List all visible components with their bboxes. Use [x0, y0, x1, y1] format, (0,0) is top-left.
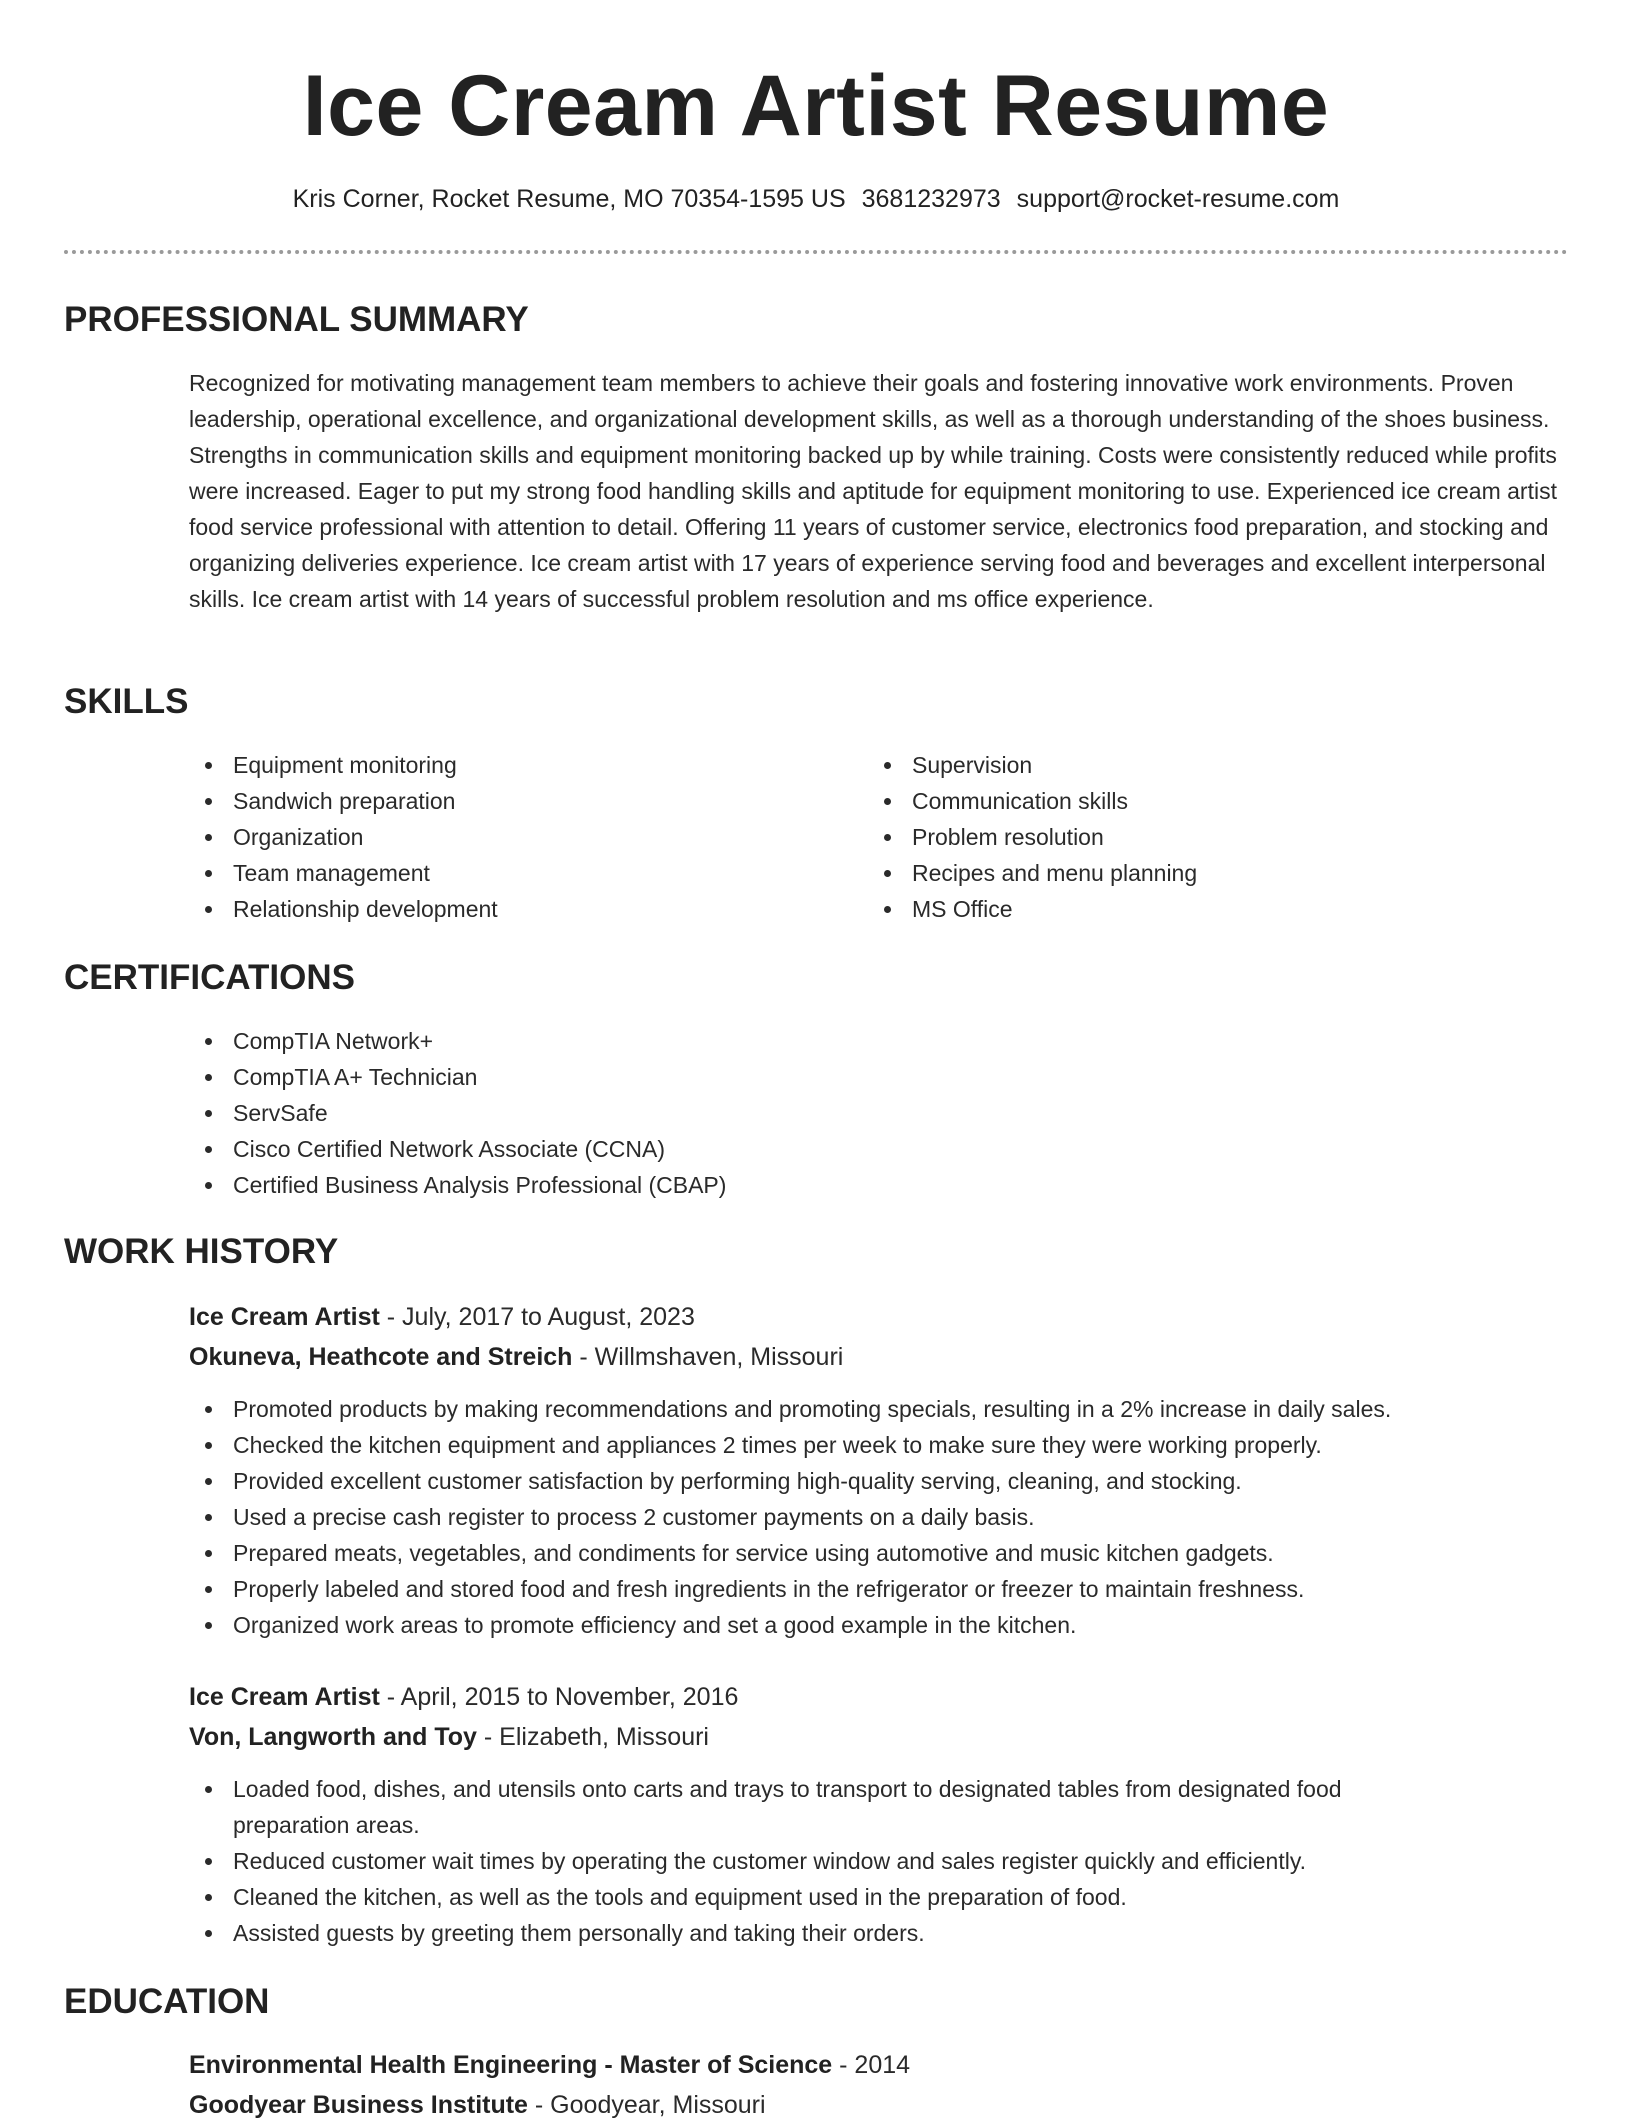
job-company-line — [189, 1717, 709, 1757]
contact-phone: 3681232973 — [861, 185, 1001, 213]
job-company: Okuneva, Heathcote and Streich — [189, 1343, 573, 1371]
education-year: - 2014 — [832, 2051, 911, 2079]
job-location: - Elizabeth, Missouri — [476, 1723, 709, 1751]
certification-item: CompTIA A+ Technician — [189, 1059, 1489, 1095]
job-bullet: Organized work areas to promote efficiency and set a good example in the kitchen. — [189, 1607, 1569, 1643]
contact-email[interactable]: support@rocket-resume.com — [1016, 185, 1340, 213]
job-bullet: Loaded food, dishes, and utensils onto carts and trays to transport to designated tables from designated food preparation areas. — [189, 1771, 1459, 1843]
job-company: Von, Langworth and Toy — [189, 1723, 477, 1751]
job-dates: - July, 2017 to August, 2023 — [379, 1303, 695, 1331]
work-history-heading: WORK HISTORY — [64, 1232, 339, 1271]
header-divider — [64, 250, 1568, 254]
resume-title: Ice Cream Artist Resume — [302, 58, 1330, 154]
summary-heading: PROFESSIONAL SUMMARY — [64, 300, 529, 339]
certification-item: ServSafe — [189, 1095, 1489, 1131]
job-bullet: Cleaned the kitchen, as well as the tools and equipment used in the preparation of food. — [189, 1879, 1459, 1915]
skill-item: Team management — [189, 855, 829, 891]
skills-list-left — [189, 747, 829, 927]
job-title: Ice Cream Artist — [189, 1683, 380, 1711]
job-title: Ice Cream Artist — [189, 1303, 380, 1331]
job-dates: - April, 2015 to November, 2016 — [379, 1683, 739, 1711]
skill-item: Relationship development — [189, 891, 829, 927]
contact-address: Kris Corner, Rocket Resume, MO 70354-1595 US — [292, 185, 846, 213]
job-title-line — [189, 1297, 695, 1337]
skill-item: MS Office — [868, 891, 1508, 927]
job-location: - Willmshaven, Missouri — [572, 1343, 844, 1371]
skill-item: Organization — [189, 819, 829, 855]
job-bullet: Promoted products by making recommendations and promoting specials, resulting in a 2% increase in daily sales. — [189, 1391, 1569, 1427]
job-bullets — [189, 1391, 1569, 1643]
education-degree-line — [189, 2045, 910, 2085]
job-bullet: Reduced customer wait times by operating the customer window and sales register quickly and efficiently. — [189, 1843, 1459, 1879]
education-school: Goodyear Business Institute — [189, 2091, 528, 2119]
job-title-line — [189, 1677, 738, 1717]
education-location: - Goodyear, Missouri — [527, 2091, 766, 2119]
skill-item: Sandwich preparation — [189, 783, 829, 819]
contact-line — [0, 182, 1632, 216]
skill-item: Equipment monitoring — [189, 747, 829, 783]
job-company-line — [189, 1337, 843, 1377]
education-school-line — [189, 2085, 766, 2125]
skill-item: Recipes and menu planning — [868, 855, 1508, 891]
certification-item: CompTIA Network+ — [189, 1023, 1489, 1059]
certification-item: Cisco Certified Network Associate (CCNA) — [189, 1131, 1489, 1167]
skills-heading: SKILLS — [64, 682, 189, 721]
summary-text: Recognized for motivating management team members to achieve their goals and fostering innovative work environments. Proven leadership, operational excellence, and organizational development skills, as well as a thorough understanding of the shoes business. Strengths in communication skills and equipment monitoring backed up by while training. Costs were consistently reduced while profits were increased. Eager to put my strong food handling skills and aptitude for equipment monitoring to use. Experienced ice cream artist food service professional with attention to detail. Offering 11 years of customer service, electronics food preparation, and stocking and organizing deliveries experience. Ice cream artist with 17 years of experience serving food and beverages and excellent interpersonal skills. Ice cream artist with 14 years of successful problem resolution and ms office experience. — [189, 370, 1557, 612]
education-degree: Environmental Health Engineering - Master of Science — [189, 2051, 833, 2079]
job-bullet: Assisted guests by greeting them personally and taking their orders. — [189, 1915, 1459, 1951]
certifications-list — [189, 1023, 1489, 1203]
certification-item: Certified Business Analysis Professional (CBAP) — [189, 1167, 1489, 1203]
education-heading: EDUCATION — [64, 1982, 270, 2021]
skill-item: Supervision — [868, 747, 1508, 783]
skill-item: Problem resolution — [868, 819, 1508, 855]
job-bullet: Properly labeled and stored food and fresh ingredients in the refrigerator or freezer to maintain freshness. — [189, 1571, 1569, 1607]
skills-list-right — [868, 747, 1508, 927]
certifications-heading: CERTIFICATIONS — [64, 958, 356, 997]
job-bullet: Prepared meats, vegetables, and condiments for service using automotive and music kitchen gadgets. — [189, 1535, 1569, 1571]
job-bullet: Checked the kitchen equipment and appliances 2 times per week to make sure they were working properly. — [189, 1427, 1569, 1463]
job-bullets — [189, 1771, 1459, 1951]
skill-item: Communication skills — [868, 783, 1508, 819]
job-bullet: Used a precise cash register to process 2 customer payments on a daily basis. — [189, 1499, 1569, 1535]
job-bullet: Provided excellent customer satisfaction by performing high-quality serving, cleaning, and stocking. — [189, 1463, 1569, 1499]
